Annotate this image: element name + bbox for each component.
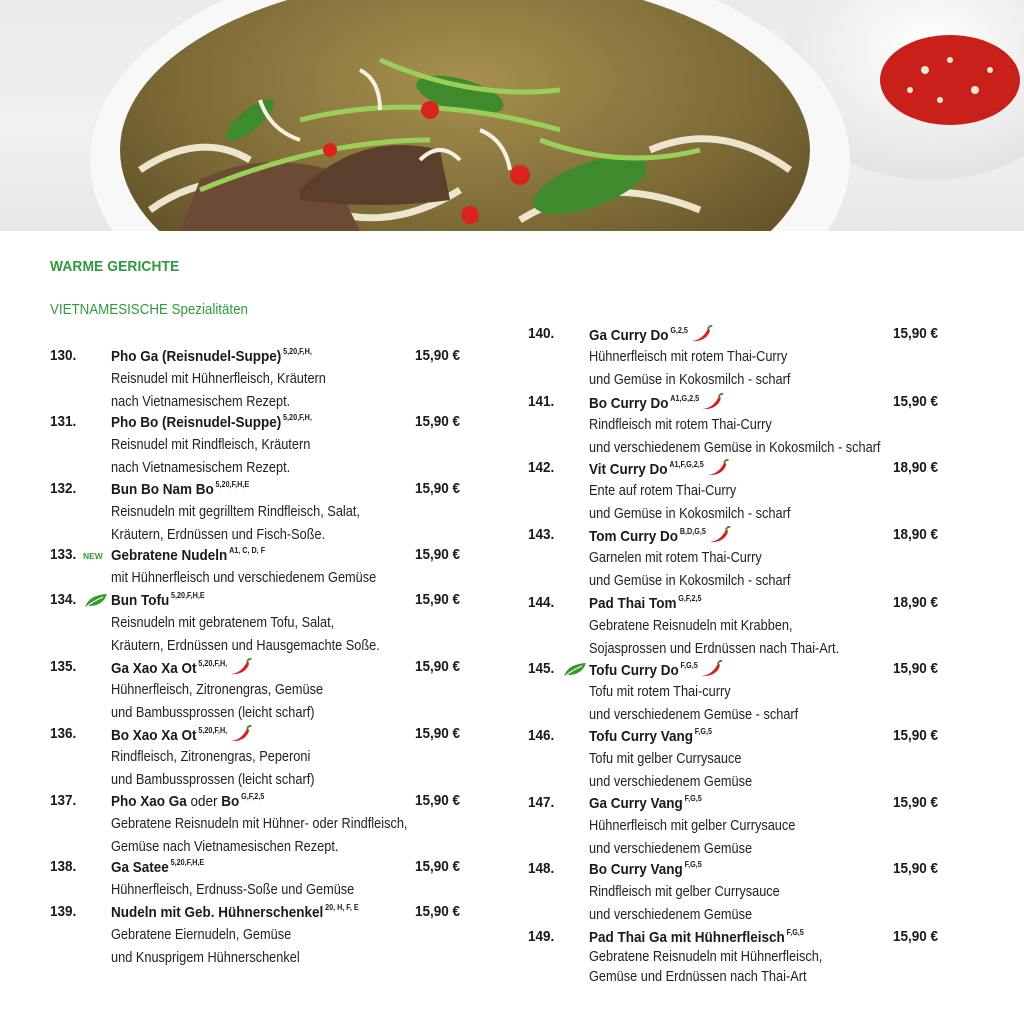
item-allergens: F,G,5 [680, 661, 698, 670]
item-name: Bun Bo Nam Bo $^{5,20,F,H,E}$ [111, 480, 250, 498]
item-description: Ente auf rotem Thai-Curry und Gemüse in Kokosmilch - scharf [589, 483, 791, 522]
item-price: 15,90 € [415, 658, 461, 675]
menu-item-144 [528, 594, 958, 657]
item-price: 15,90 € [415, 347, 461, 364]
item-description: Reisnudel mit Hühnerfleisch, Kräutern nach Vietnamesischem Rezept. [111, 371, 326, 410]
item-price: 15,90 € [415, 591, 461, 608]
item-name: Pho Xao Ga oder Bo $^{G,F,2,5}$ [111, 792, 265, 810]
item-price: 18,90 € [893, 526, 939, 543]
item-number: 143. [528, 526, 555, 543]
item-description: mit Hühnerfleisch und verschiedenem Gemüse [111, 570, 377, 586]
item-name: Bo Xao Xa Ot $^{5,20,F,H,}$ [111, 725, 252, 747]
item-description: Reisnudeln mit gebratenem Tofu, Salat, Kräutern, Erdnüssen und Hausgemachte Soße. [111, 615, 380, 654]
menu-item-140 [528, 325, 958, 388]
item-number: 133. [50, 546, 77, 563]
item-description: Hühnerfleisch, Erdnuss-Soße und Gemüse [111, 882, 355, 898]
item-allergens: 5,20,F,H, [283, 413, 312, 422]
item-name: Pho Bo (Reisnudel-Suppe) $^{5,20,F,H,}$ [111, 413, 312, 431]
item-allergens: 5,20,F,H, [198, 659, 228, 668]
menu-item-141 [528, 393, 958, 456]
item-price: 15,90 € [893, 794, 939, 811]
item-number: 131. [50, 413, 77, 430]
leaf-icon [83, 593, 109, 614]
item-price: 15,90 € [893, 393, 939, 410]
menu-item-130 [50, 347, 480, 410]
header-photo-pho-bowl [0, 0, 1024, 231]
item-allergens: 5,20,F,H,E [171, 591, 205, 600]
item-name: Pad Thai Ga mit Hühnerfleisch $^{F,G,5}$ [589, 928, 804, 946]
chili-pepper-icon [706, 459, 729, 481]
item-name: Bo Curry Vang $^{F,G,5}$ [589, 860, 702, 878]
item-number: 141. [528, 393, 555, 410]
item-description: Hühnerfleisch mit gelber Currysauce und verschiedenem Gemüse [589, 818, 796, 857]
item-description: Rindfleisch mit gelber Currysauce und verschiedenem Gemüse [589, 884, 780, 923]
item-allergens: 20, H, F, E [325, 903, 359, 912]
item-name: Ga Curry Vang $^{F,G,5}$ [589, 794, 702, 812]
item-number: 137. [50, 792, 77, 809]
item-description: Tofu mit gelber Currysauce und verschiedenem Gemüse [589, 751, 753, 790]
chili-pepper-icon [708, 526, 731, 548]
item-number: 146. [528, 727, 555, 744]
item-price: 18,90 € [893, 594, 939, 611]
item-price: 15,90 € [893, 325, 939, 342]
item-price: 15,90 € [415, 480, 461, 497]
menu-item-134 [50, 591, 480, 654]
menu-item-142 [528, 459, 958, 522]
menu-item-145 [528, 660, 958, 723]
item-description: Gebratene Reisnudeln mit Krabben, Sojasprossen und Erdnüssen nach Thai-Art. [589, 618, 840, 657]
item-allergens: A1, C, D, F [229, 546, 266, 555]
item-number: 134. [50, 591, 77, 608]
item-description: Reisnudel mit Rindfleisch, Kräutern nach Vietnamesischem Rezept. [111, 437, 311, 476]
chili-pepper-icon [229, 658, 252, 680]
menu-item-131 [50, 413, 480, 476]
item-number: 135. [50, 658, 77, 675]
item-number: 132. [50, 480, 77, 497]
item-description: Rindfleisch, Zitronengras, Peperoni und Bambussprossen (leicht scharf) [111, 749, 315, 788]
item-price: 18,90 € [893, 459, 939, 476]
item-description: Gebratene Reisnudeln mit Hühnerfleisch, Gemüse und Erdnüssen nach Thai-Art [589, 949, 823, 985]
new-badge: NEW [83, 551, 103, 561]
item-price: 15,90 € [415, 903, 461, 920]
item-name: Tofu Curry Do $^{F,G,5}$ [589, 660, 723, 682]
item-name: Pad Thai Tom $^{G,F,2,5}$ [589, 594, 702, 612]
item-price: 15,90 € [415, 725, 461, 742]
item-description: Garnelen mit rotem Thai-Curry und Gemüse in Kokosmilch - scharf [589, 550, 791, 589]
chili-pepper-icon [701, 393, 724, 415]
item-name: Tom Curry Do $^{B,D,G,5}$ [589, 526, 731, 548]
item-allergens: F,G,5 [694, 727, 713, 736]
item-name: Bun Tofu $^{5,20,F,H,E}$ [111, 591, 205, 609]
item-allergens: F,G,5 [786, 928, 804, 937]
item-price: 15,90 € [415, 413, 461, 430]
item-number: 140. [528, 325, 555, 342]
item-allergens: 5,20,F,H, [198, 726, 228, 735]
item-price: 15,90 € [893, 727, 939, 744]
item-allergens: G,2,5 [670, 326, 688, 335]
item-description: Tofu mit rotem Thai-curry und verschiedenem Gemüse - scharf [589, 684, 799, 723]
item-name: Ga Xao Xa Ot $^{5,20,F,H,}$ [111, 658, 252, 680]
item-allergens: B,D,G,5 [679, 527, 706, 536]
item-allergens: A1,G,2,5 [670, 394, 700, 403]
item-number: 144. [528, 594, 555, 611]
item-name: Tofu Curry Vang $^{F,G,5}$ [589, 727, 713, 745]
item-price: 15,90 € [415, 546, 461, 563]
item-description: Rindfleisch mit rotem Thai-Curry und verschiedenem Gemüse in Kokosmilch - scharf [589, 417, 881, 456]
item-number: 145. [528, 660, 555, 677]
section-title: WARME GERICHTE [50, 258, 180, 275]
item-price: 15,90 € [893, 660, 939, 677]
menu-item-136 [50, 725, 480, 788]
menu-item-137 [50, 792, 480, 855]
item-allergens: A1,F,G,2,5 [669, 460, 704, 469]
item-description: Gebratene Reisnudeln mit Hühner- oder Rindfleisch, Gemüse nach Vietnamesischen Rezept. [111, 816, 408, 855]
menu-item-143 [528, 526, 958, 589]
item-name: Gebratene Nudeln $^{A1, C, D, F}$ [111, 546, 266, 564]
menu-item-149 [528, 928, 958, 988]
section-subtitle: VIETNAMESISCHE Spezialitäten [50, 302, 248, 318]
item-description: Hühnerfleisch mit rotem Thai-Curry und Gemüse in Kokosmilch - scharf [589, 349, 791, 388]
item-price: 15,90 € [893, 860, 939, 877]
item-number: 142. [528, 459, 555, 476]
item-price: 15,90 € [415, 792, 461, 809]
item-price: 15,90 € [893, 928, 939, 945]
item-number: 139. [50, 903, 77, 920]
item-number: 149. [528, 928, 555, 945]
chili-pepper-icon [229, 725, 252, 747]
item-allergens: G,F,2,5 [678, 594, 702, 603]
item-allergens: F,G,5 [684, 794, 702, 803]
chili-pepper-icon [700, 660, 723, 682]
item-allergens: 5,20,F,H,E [170, 858, 205, 867]
leaf-icon [562, 662, 588, 683]
item-description: Reisnudeln mit gegrilltem Rindfleisch, Salat, Kräutern, Erdnüssen und Fisch-Soße. [111, 504, 360, 543]
item-allergens: F,G,5 [684, 860, 702, 869]
item-description: Hühnerfleisch, Zitronengras, Gemüse und Bambussprossen (leicht scharf) [111, 682, 324, 721]
item-name: Vit Curry Do $^{A1,F,G,2,5}$ [589, 459, 729, 481]
item-number: 138. [50, 858, 77, 875]
item-number: 148. [528, 860, 555, 877]
chili-pepper-icon [690, 325, 713, 347]
item-name: Ga Curry Do $^{G,2,5}$ [589, 325, 713, 347]
item-name: Ga Satee $^{5,20,F,H,E}$ [111, 858, 205, 876]
item-allergens: G,F,2,5 [241, 792, 265, 801]
item-allergens: 5,20,F,H,E [215, 480, 250, 489]
menu-item-139 [50, 903, 480, 966]
menu-item-148 [528, 860, 958, 923]
item-description: Gebratene Eiernudeln, Gemüse und Knusprigem Hühnerschenkel [111, 927, 300, 966]
item-allergens: 5,20,F,H, [283, 347, 312, 356]
menu-item-146 [528, 727, 958, 790]
menu-item-132 [50, 480, 480, 543]
item-number: 147. [528, 794, 555, 811]
item-number: 130. [50, 347, 77, 364]
item-name: Pho Ga (Reisnudel-Suppe) $^{5,20,F,H,}$ [111, 347, 312, 365]
menu-item-147 [528, 794, 958, 857]
menu-item-135 [50, 658, 480, 721]
item-name: Nudeln mit Geb. Hühnerschenkel $^{20, H, F, E}$ [111, 903, 359, 921]
item-number: 136. [50, 725, 77, 742]
item-name: Bo Curry Do $^{A1,G,2,5}$ [589, 393, 724, 415]
item-price: 15,90 € [415, 858, 461, 875]
